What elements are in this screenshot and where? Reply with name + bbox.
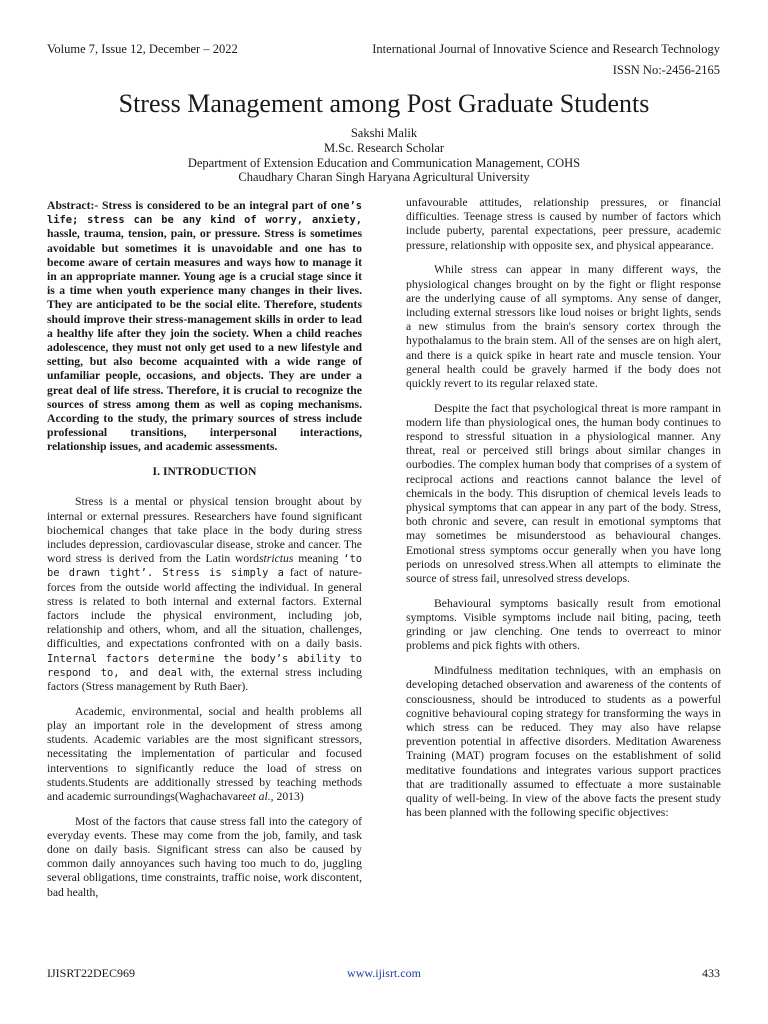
- paper-title: Stress Management among Post Graduate Students: [118, 89, 650, 118]
- abstract: Abstract:- Stress is considered to be an integral part of one’s life; stress can be any kind of worry, anxiety, hassle, trauma, tension, pain, or pressure. Stress is sometimes avoidable but sometimes it is unavoidable and one has to become aware of certain measures and ways how to manage it in an appropriate manner. Young age is a crucial stage since it is a time when youth experience many changes in their lives. They are anticipated to be the social elite. Therefore, students should improve their stress-management skills in order to lead a healthy life after they join the society. When a child reaches adolescence, they must not only get used to a new lifestyle and setting, but also become acquainted with a wide range of unfamiliar people, occasions, and objects. They are under a great deal of life stress. Therefore, it is crucial to recognize the sources of stress among them as well as coping mechanisms. According to the study, the primary sources of stress include professional transitions, interpersonal interactions, relationship issues, and academic assessments.: [47, 199, 362, 454]
- author-department: Department of Extension Education and Communication Management, COHS: [187, 155, 581, 170]
- abstract-label: Abstract:-: [47, 199, 99, 212]
- body-paragraph: While stress can appear in many different ways, the physiological changes brought on by the fight or flight response are the underlying cause of all symptoms. Any sense of danger, including external stressors like loud noises or bright lights, sends a new stimulus from the brain's sensory cortex through the hypothalamus to the brain stem. All of the senses are on high alert, and there is a quick spike in heart rate and muscle tension. Your general health could be gravely harmed if the body does not quickly revert to its regular relaxed state.: [406, 263, 721, 390]
- footer-page-number: 433: [702, 966, 720, 980]
- left-column: [47, 199, 362, 910]
- body-paragraph: Behavioural symptoms basically result from emotional symptoms. Visible symptoms include nail biting, pacing, teeth grinding or jaw clenching. One tends to overreact to minor problems and pick fights with others.: [406, 596, 721, 653]
- journal-name: International Journal of Innovative Science and Research Technology: [372, 42, 720, 56]
- body-paragraph: Despite the fact that psychological threat is more rampant in modern life than physiological ones, the human body continues to respond to stressful situation in a physiological manner. Any threat, real or perceived still brings about similar changes in ourbodies. The complex human body that comprises of a system of reciprocal actions and reactions cannot balance the level of chemicals in the body. This disruption of chemical levels leads to physical symptoms that can appear in any part of the body. Stress, both chronic and severe, can result in emotional symptoms that may sometimes be misunderstood as behavioural changes. Emotional stress symptoms occur generally when you have long periods on unresolved stress.When all attempts to eliminate the source of stress fail, unresolved stress develops.: [406, 401, 721, 586]
- section-heading-introduction: I. INTRODUCTION: [152, 465, 257, 479]
- author-block: [0, 126, 768, 185]
- author-name: Sakshi Malik: [350, 126, 418, 140]
- author-university: Chaudhary Charan Singh Haryana Agricultural University: [238, 170, 530, 185]
- intro-paragraph: Most of the factors that cause stress fall into the category of everyday events. These may come from the job, family, and task done on daily basis. Significant stress can also be caused by common daily annoyances such having too much to do, juggling several obligations, time constraints, traffic noise, work discontent, bad health,: [47, 814, 362, 899]
- intro-paragraph: Stress is a mental or physical tension brought about by internal or external pressures. Researchers have found significant biochemical changes that take place in the body during stress includes depression, cardiovascular disease, stroke and cancer. The word stress is derived from the Latin wordstrictus meaning ‘to be drawn tight’. Stress is simply a fact of nature-forces from the outside world affecting the individual. In general stress is related to both internal and external factors. External factors include the physical environment, including job, relationship and others, whom, and all the situation, challenges, difficulties, and expectations confronted with on a daily basis. Internal factors determine the body’s ability to respond to, and deal with, the external stress including factors (Stress management by Ruth Baer).: [47, 495, 363, 693]
- author-role: M.Sc. Research Scholar: [323, 140, 445, 155]
- right-column: [406, 196, 721, 831]
- body-paragraph: Mindfulness meditation techniques, with an emphasis on developing detached observation and awareness of the contents of consciousness, should be introduced to students as a powerful cognitive behavioural coping strategy for transforming the ways in which stress can be reduced. They may also have relapse prevention potential in affective disorders. Meditation Awareness Training (MAT) program focuses on the establishment of solid meditative foundations and integrates various support practices that are traditionally assumed to effectuate a more sustainable quality of well-being. In view of the above facts the present study has been planned with the following specific objectives:: [406, 664, 721, 820]
- journal-volume: Volume 7, Issue 12, December – 2022: [47, 42, 238, 56]
- intro-paragraph: Academic, environmental, social and health problems all play an important role in the development of stress among students. Academic variables are the most significant stressors, necessitating the implementation of particular and focused interventions to significantly reduce the load of stress on students.Students are additionally stressed by teaching methods and academic surroundings(Waghachavareet al., 2013): [47, 704, 362, 803]
- journal-issn: ISSN No:-2456-2165: [612, 63, 720, 77]
- body-paragraph: unfavourable attitudes, relationship pressures, or financial difficulties. Teenage stress is caused by number of factors which include puberty, parental expectations, peer pressure, academic pressure, relationship with opposite sex, and physical appearance.: [406, 196, 721, 252]
- footer-paper-id: IJISRT22DEC969: [47, 966, 135, 980]
- footer-website-link[interactable]: www.ijisrt.com: [347, 966, 421, 980]
